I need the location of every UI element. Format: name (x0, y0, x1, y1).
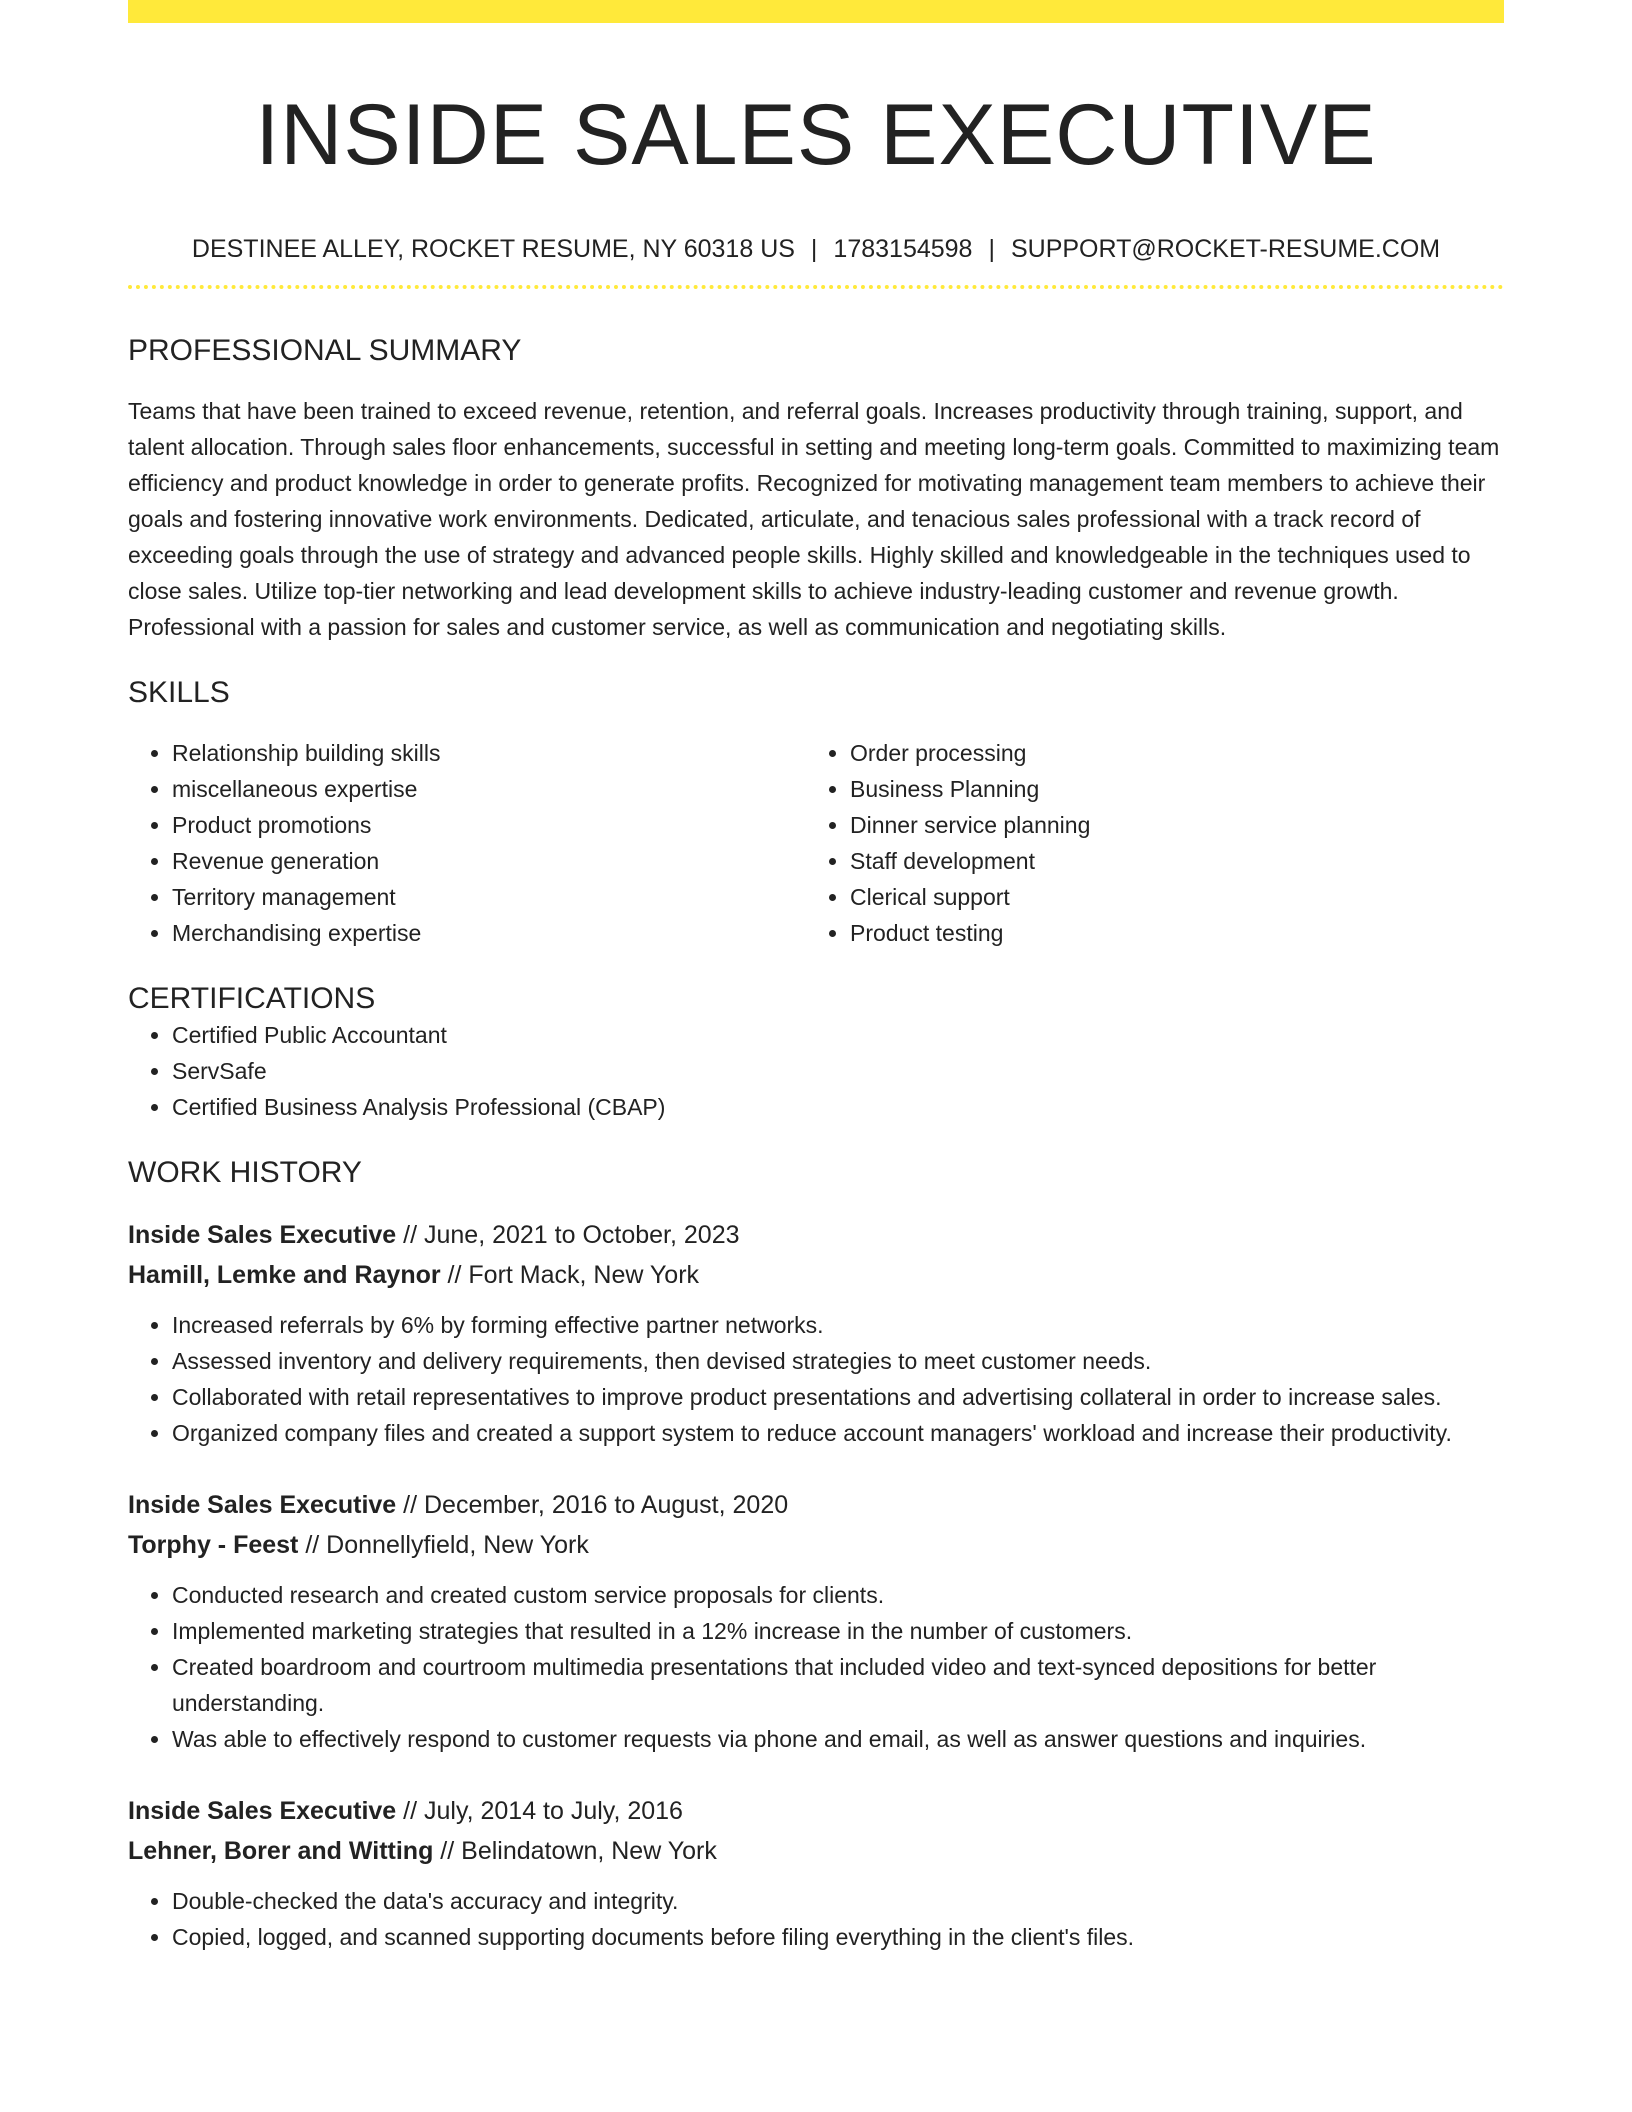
job-bullet: • Conducted research and created custom service proposals for clients. (172, 1577, 1504, 1613)
certification-item: • ServSafe (172, 1053, 1504, 1089)
job-bullet: • Increased referrals by 6% by forming effective partner networks. (172, 1307, 1504, 1343)
job-title-line (128, 1485, 1504, 1525)
job-company-line (128, 1255, 1504, 1295)
skill-item: • Revenue generation (172, 843, 806, 879)
job-location: // Fort Mack, New York (440, 1261, 700, 1289)
accent-top-bar (128, 0, 1504, 23)
skill-item: • Order processing (850, 735, 1484, 771)
skill-item: • Relationship building skills (172, 735, 806, 771)
contact-line (128, 233, 1504, 265)
skill-item: • Territory management (172, 879, 806, 915)
job-bullet: • Assessed inventory and delivery requirements, then devised strategies to meet customer needs. (172, 1343, 1504, 1379)
skills-list-left (128, 735, 806, 951)
job-bullet: • Copied, logged, and scanned supporting documents before filing everything in the client's files. (172, 1919, 1504, 1955)
job-title: Inside Sales Executive (128, 1491, 397, 1519)
job-bullet: • Double-checked the data's accuracy and integrity. (172, 1883, 1504, 1919)
skill-item: • miscellaneous expertise (172, 771, 806, 807)
contact-separator: | (988, 235, 995, 263)
resume-page (128, 0, 1504, 1955)
skill-item: • Product promotions (172, 807, 806, 843)
job-bullets (128, 1577, 1504, 1757)
skills-heading: SKILLS (128, 676, 230, 709)
job-bullet: • Created boardroom and courtroom multimedia presentations that included video and text-synced depositions for better understanding. (172, 1649, 1504, 1721)
job-company: Lehner, Borer and Witting (128, 1837, 434, 1865)
certification-item: • Certified Business Analysis Professional (CBAP) (172, 1089, 1504, 1125)
certifications-heading: CERTIFICATIONS (128, 982, 376, 1015)
job-title-line (128, 1791, 1504, 1831)
skills-grid (128, 735, 1504, 951)
job-bullets (128, 1883, 1504, 1955)
contact-phone: 1783154598 (833, 235, 973, 263)
job-title: Inside Sales Executive (128, 1221, 397, 1249)
page-title: INSIDE SALES EXECUTIVE (255, 87, 1377, 183)
skills-column-left (128, 735, 806, 951)
job-title: Inside Sales Executive (128, 1797, 397, 1825)
job-title-line (128, 1215, 1504, 1255)
job-company-line (128, 1831, 1504, 1871)
job-entry (128, 1485, 1504, 1757)
job-bullets (128, 1307, 1504, 1451)
job-dates: // July, 2014 to July, 2016 (396, 1797, 683, 1825)
job-location: // Belindatown, New York (433, 1837, 717, 1865)
job-company-line (128, 1525, 1504, 1565)
job-entry (128, 1215, 1504, 1451)
summary-text: Teams that have been trained to exceed revenue, retention, and referral goals. Increases productivity through training, support, and talent allocation. Through sales floor enhancements, successful in setting and meeting long-term goals. Committed to maximizing team efficiency and product knowledge in order to generate profits. Recognized for motivating management team members to achieve their goals and fostering innovative work environments. Dedicated, articulate, and tenacious sales professional with a track record of exceeding goals through the use of strategy and advanced people skills. Highly skilled and knowledgeable in the techniques used to close sales. Utilize top-tier networking and lead development skills to achieve industry-leading customer and revenue growth. Professional with a passion for sales and customer service, as well as communication and negotiating skills. (128, 398, 1500, 640)
work-history-heading: WORK HISTORY (128, 1156, 362, 1189)
skill-item: • Staff development (850, 843, 1484, 879)
contact-address: DESTINEE ALLEY, ROCKET RESUME, NY 60318 US (191, 235, 795, 263)
job-location: // Donnellyfield, New York (298, 1531, 589, 1559)
job-bullet: • Implemented marketing strategies that resulted in a 12% increase in the number of customers. (172, 1613, 1504, 1649)
job-bullet: • Organized company files and created a support system to reduce account managers' workload and increase their productivity. (172, 1415, 1504, 1451)
job-company: Torphy - Feest (128, 1531, 299, 1559)
job-company: Hamill, Lemke and Raynor (128, 1261, 441, 1289)
job-dates: // June, 2021 to October, 2023 (396, 1221, 740, 1249)
skill-item: • Clerical support (850, 879, 1484, 915)
skill-item: • Product testing (850, 915, 1484, 951)
contact-email: SUPPORT@ROCKET-RESUME.COM (1010, 235, 1441, 263)
summary-heading: PROFESSIONAL SUMMARY (128, 334, 522, 367)
dotted-divider (128, 285, 1504, 289)
skills-column-right (806, 735, 1484, 951)
skills-list-right (806, 735, 1484, 951)
skill-item: • Business Planning (850, 771, 1484, 807)
contact-separator: | (810, 235, 818, 263)
skill-item: • Dinner service planning (850, 807, 1484, 843)
certifications-list (128, 1017, 1504, 1125)
job-bullet: • Was able to effectively respond to customer requests via phone and email, as well as answer questions and inquiries. (172, 1721, 1504, 1757)
job-entry (128, 1791, 1504, 1955)
job-bullet: • Collaborated with retail representatives to improve product presentations and advertising collateral in order to increase sales. (172, 1379, 1504, 1415)
job-dates: // December, 2016 to August, 2020 (396, 1491, 789, 1519)
skill-item: • Merchandising expertise (172, 915, 806, 951)
certification-item: • Certified Public Accountant (172, 1017, 1504, 1053)
